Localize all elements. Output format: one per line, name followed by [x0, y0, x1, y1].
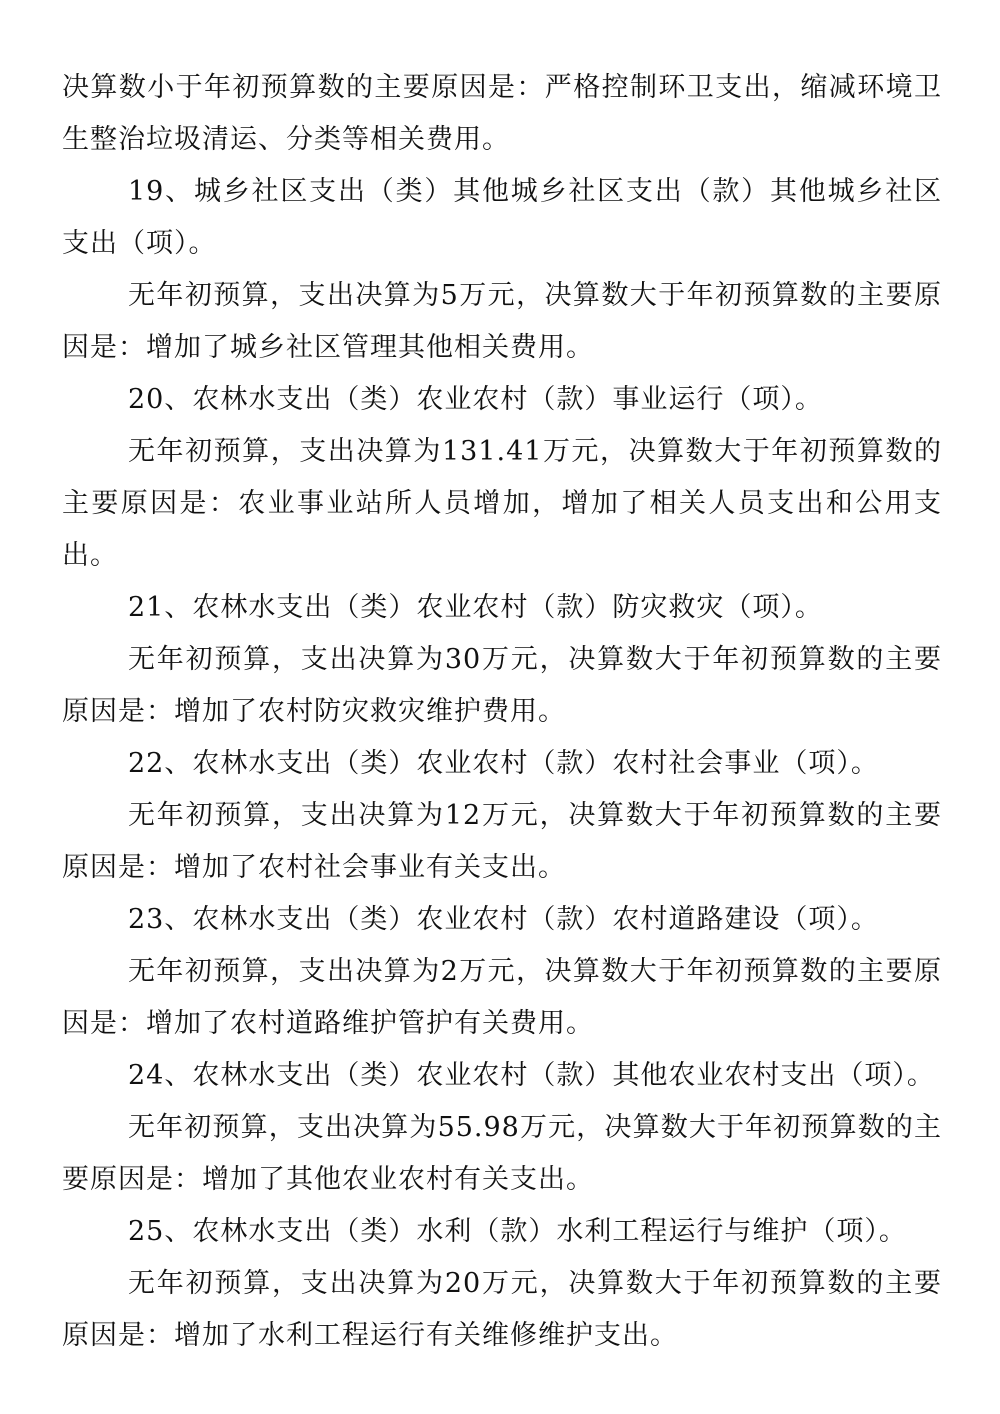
item-heading-21: 21、农林水支出（类）农业农村（款）防灾救灾（项）。: [128, 592, 823, 623]
item-explanation-22: 无年初预算，支出决算为12万元，决算数大于年初预算数的主要原因是：增加了农村社会事业有关支出。: [62, 800, 942, 883]
item-heading-22: 22、农林水支出（类）农业农村（款）农村社会事业（项）。: [128, 748, 879, 779]
document-page: [62, 62, 942, 1362]
item-heading-20: 20、农林水支出（类）农业农村（款）事业运行（项）。: [128, 384, 823, 415]
item-explanation-20: 无年初预算，支出决算为131.41万元，决算数大于年初预算数的主要原因是：农业事业站所人员增加，增加了相关人员支出和公用支出。: [62, 436, 942, 571]
item-explanation-19: 无年初预算，支出决算为5万元，决算数大于年初预算数的主要原因是：增加了城乡社区管理其他相关费用。: [62, 280, 942, 363]
paragraph-continuation: 决算数小于年初预算数的主要原因是：严格控制环卫支出，缩减环境卫生整治垃圾清运、分类等相关费用。: [62, 72, 942, 155]
item-heading-25: 25、农林水支出（类）水利（款）水利工程运行与维护（项）。: [128, 1216, 907, 1247]
item-heading-23: 23、农林水支出（类）农业农村（款）农村道路建设（项）。: [128, 904, 879, 935]
item-explanation-23: 无年初预算，支出决算为2万元，决算数大于年初预算数的主要原因是：增加了农村道路维护管护有关费用。: [62, 956, 942, 1039]
item-explanation-25: 无年初预算，支出决算为20万元，决算数大于年初预算数的主要原因是：增加了水利工程运行有关维修维护支出。: [62, 1268, 942, 1351]
item-explanation-21: 无年初预算，支出决算为30万元，决算数大于年初预算数的主要原因是：增加了农村防灾救灾维护费用。: [62, 644, 942, 727]
item-heading-19: 19、城乡社区支出（类）其他城乡社区支出（款）其他城乡社区支出（项）。: [62, 176, 942, 259]
item-explanation-24: 无年初预算，支出决算为55.98万元，决算数大于年初预算数的主要原因是：增加了其他农业农村有关支出。: [62, 1112, 942, 1195]
item-heading-24: 24、农林水支出（类）农业农村（款）其他农业农村支出（项）。: [128, 1060, 935, 1091]
